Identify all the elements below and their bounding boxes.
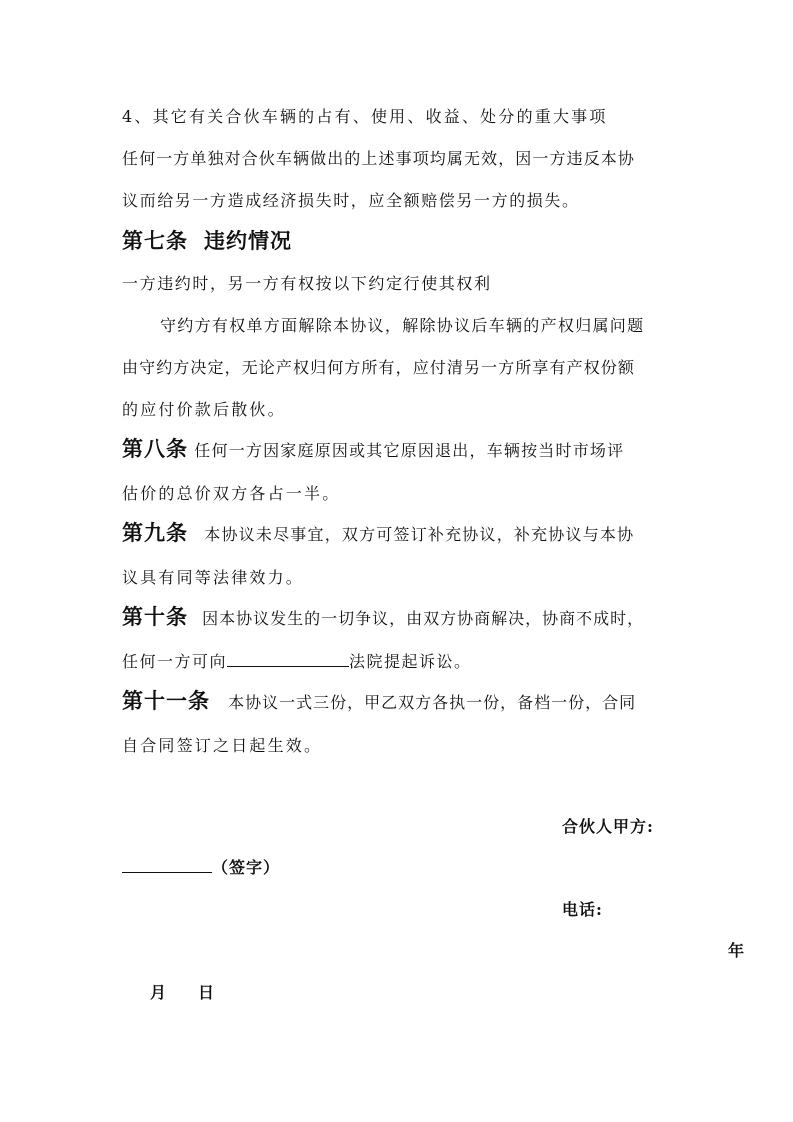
paragraph-line: 任何一方单独对合伙车辆做出的上述事项均属无效，因一方违反本协 xyxy=(122,149,636,168)
article-10-line xyxy=(122,606,675,630)
party-a-label: 合伙人甲方: xyxy=(562,817,654,836)
sign-label: （签字） xyxy=(212,858,281,877)
article-11-title: 第十一条 xyxy=(122,688,210,713)
article-9-line xyxy=(122,522,675,546)
article-11-line xyxy=(122,690,675,714)
paragraph-line: 的应付价款后散伙。 xyxy=(122,400,286,419)
article-9-title: 第九条 xyxy=(122,520,188,545)
signature-blank[interactable] xyxy=(122,858,212,873)
paragraph-line: 守约方有权单方面解除本协议，解除协议后车辆的产权归属问题 xyxy=(160,316,645,335)
paragraph-line: 一方违约时，另一方有权按以下约定行使其权利 xyxy=(122,274,492,293)
article-10-text: 因本协议发生的一切争议，由双方协商解决，协商不成时， xyxy=(202,609,645,628)
item-4: 4、其它有关合伙车辆的占有、使用、收益、处分的重大事项 xyxy=(122,107,608,126)
article-11-text: 本协议一式三份，甲乙双方各执一份，备档一份，合同 xyxy=(228,693,637,712)
article-9-text: 本协议未尽事宜，双方可签订补充协议，补充协议与本协 xyxy=(204,525,635,544)
court-prefix: 任何一方可向 xyxy=(122,652,228,671)
year-label: 年 xyxy=(728,941,746,960)
article-7-name: 违约情况 xyxy=(204,228,292,253)
paragraph-line: 议具有同等法律效力。 xyxy=(122,568,305,587)
court-suffix: 法院提起诉讼。 xyxy=(349,652,472,671)
month-label: 月 xyxy=(150,983,168,1002)
paragraph-line: 估价的总价双方各占一半。 xyxy=(122,484,341,503)
court-blank[interactable] xyxy=(227,652,349,667)
article-8-title: 第八条 xyxy=(122,436,188,461)
article-7-title: 第七条 xyxy=(122,228,188,253)
paragraph-line: 议而给另一方造成经济损失时，应全额赔偿另一方的损失。 xyxy=(122,191,580,210)
day-label: 日 xyxy=(198,983,216,1002)
paragraph-line: 由守约方决定，无论产权归何方所有，应付清另一方所享有产权份额 xyxy=(122,358,636,377)
sign-line xyxy=(122,857,280,879)
article-8-line xyxy=(122,438,675,462)
article-8-text: 任何一方因家庭原因或其它原因退出，车辆按当时市场评 xyxy=(194,441,625,460)
article-7-heading xyxy=(122,230,675,254)
paragraph-line: 自合同签订之日起生效。 xyxy=(122,736,323,755)
article-10-title: 第十条 xyxy=(122,604,188,629)
phone-label: 电话: xyxy=(562,900,603,919)
paragraph-line xyxy=(122,651,675,673)
